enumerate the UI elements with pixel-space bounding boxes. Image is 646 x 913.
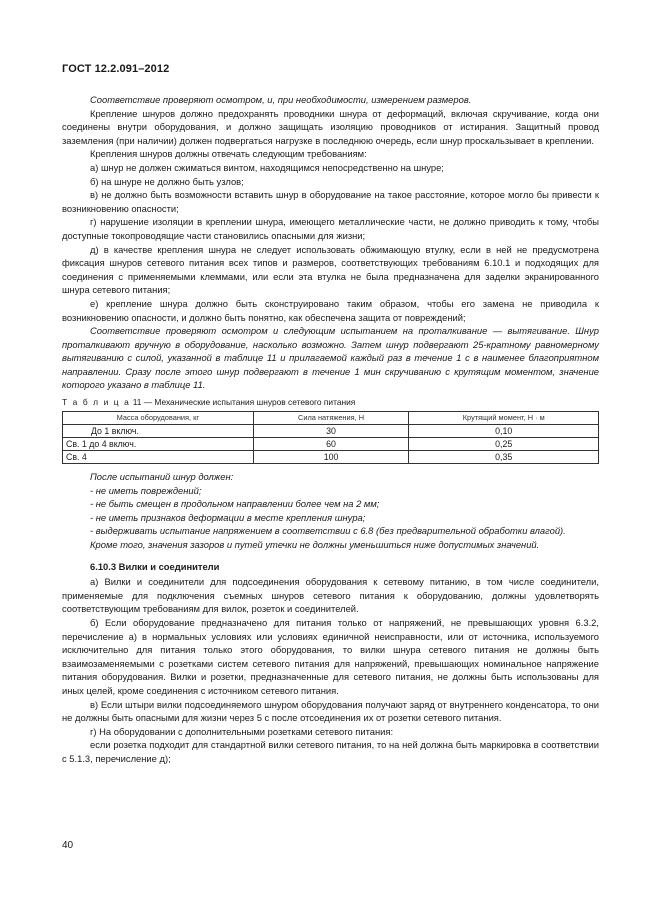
- test-table: [62, 411, 599, 464]
- paragraph: - не иметь повреждений;: [90, 484, 202, 496]
- page-number: 40: [62, 840, 74, 851]
- table-cell: 100: [253, 451, 409, 464]
- table-cell: До 1 включ.: [63, 425, 254, 438]
- table-cell: 0,25: [409, 438, 599, 451]
- table-cell: Св. 1 до 4 включ.: [63, 438, 254, 451]
- paragraph: Кроме того, значения зазоров и путей утечки не должны уменьшиться ниже допустимых значений.: [90, 539, 540, 551]
- table-header-cell: Сила натяжения, Н: [253, 412, 409, 425]
- paragraph: - выдерживать испытание напряжением в соответствии с 6.8 (без предварительной обработки влагой).: [90, 525, 566, 537]
- paragraph: г) На оборудовании с дополнительными розетками сетевого питания:: [90, 725, 394, 737]
- table-cell: 30: [253, 425, 409, 438]
- table-cell: 60: [253, 438, 409, 451]
- table-cell: 0,10: [409, 425, 599, 438]
- paragraph: г) нарушение изоляции в креплении шнура, имеющего металлические части, не должно приводить к тому, чтобы доступные токопроводящие части становились опасными для жизни;: [62, 216, 599, 241]
- table-caption-text: 11 — Механические испытания шнуров сетевого питания: [132, 397, 356, 408]
- table-row: [63, 425, 599, 438]
- paragraphs-bottom: [62, 575, 599, 765]
- paragraphs-top: [62, 93, 599, 392]
- paragraph: После испытаний шнур должен:: [90, 471, 234, 483]
- table-row: [63, 438, 599, 451]
- paragraph: Соответствие проверяют осмотром, и, при необходимости, измерением размеров.: [90, 94, 472, 105]
- paragraph: е) крепление шнура должно быть сконструировано таким образом, чтобы его замена не приводила к возникновению опасности, и должно быть понятно, как обеспечена защита от повреждений;: [62, 297, 599, 323]
- table-caption: [62, 397, 599, 408]
- page-content: [62, 93, 599, 766]
- paragraph: Соответствие проверяют осмотром и следующим испытанием на проталкивание — вытягивание. Шнур проталкивают вручную в оборудование, насколько возможно. Затем шнур подвергают 25-кратному равномерному вытягиванию с силой, указанной в таблице 11 и прилагаемой каждый раз в течение 1 с в наименее благоприятном направлении. Сразу после этого шнур подвергают в течение 1 мин скручиванию с крутящим моментом, значение которого указано в таблице 11.: [62, 325, 599, 391]
- paragraph: б) Если оборудование предназначено для питания только от напряжений, не превышающих уровня 6.3.2, перечисление а) в нормальных условиях или условиях единичной неисправности, или от источника, используемого исключительно для питания только этого оборудования, то вилки шнура сетевого питания не должны быть взаимозаменяемыми с розетками систем сетевого питания для напряжений, превышающих номинальное напряжение питания оборудования. Вилки и розетки, предназначенные для сетевого питания, не должны быть использованы для иных целей, кроме соединения с источником сетевого питания.: [62, 617, 599, 696]
- paragraph: - не быть смещен в продольном направлении более чем на 2 мм;: [90, 498, 380, 510]
- paragraph: в) Если штыри вилки подсоединяемого шнуром оборудования получают заряд от внутреннего конденсатора, то они не должны быть опасными для жизни через 5 с после отсоединения их от розетки сетевого питания.: [62, 698, 599, 724]
- paragraphs-mid: [62, 470, 599, 552]
- table-caption-label: Т а б л и ц а: [62, 397, 131, 408]
- paragraph: если розетка подходит для стандартной вилки сетевого питания, то на ней должна быть маркировка в соответствии с 5.1.3, перечисление д);: [62, 739, 599, 764]
- paragraph: - не иметь признаков деформации в месте крепления шнура;: [90, 511, 366, 523]
- paragraph: в) не должно быть возможности вставить шнур в оборудование на такое расстояние, которое могло бы привести к возникновению опасности;: [62, 189, 599, 214]
- document-header: ГОСТ 12.2.091–2012: [62, 63, 170, 75]
- table-cell: 0,35: [409, 451, 599, 464]
- paragraph: а) Вилки и соединители для подсоединения оборудования к сетевому питанию, в том числе соединители, применяемые для подключения съемных шнуров сетевого питания к оборудованию, должны удовлетворять соответствующим требованиям для вилок, розеток и соединителей.: [62, 576, 599, 615]
- paragraph: Крепления шнуров должны отвечать следующим требованиям:: [90, 148, 367, 160]
- table-row: [63, 451, 599, 464]
- section-heading: 6.10.3 Вилки и соединители: [90, 560, 220, 572]
- paragraph: а) шнур не должен сжиматься винтом, находящимся непосредственно на шнуре;: [90, 161, 444, 173]
- table-header-cell: Крутящий момент, Н · м: [409, 412, 599, 425]
- paragraph: Крепление шнуров должно предохранять проводники шнура от деформаций, включая скручивание, когда они соединены внутри оборудования, и должно защищать изоляцию проводников от истирания. Защитный провод заземления (при наличии) должен подвергаться нагрузке в последнюю очередь, если шнур проскальзывает в креплении.: [62, 107, 599, 146]
- paragraph: д) в качестве крепления шнура не следует использовать обжимающую втулку, если в ней не предусмотрена фиксация шнуров сетевого питания всех типов и размеров, соответствующих требованиям 6.10.1 и подходящих для соединения с применяемыми клеммами, или если эта втулка не была предназначена для заделки экранированного шнура сетевого питания;: [62, 243, 599, 296]
- table-header-cell: Масса оборудования, кг: [63, 412, 254, 425]
- table-header-row: [63, 412, 599, 425]
- table-cell: Св. 4: [63, 451, 254, 464]
- paragraph: б) на шнуре не должно быть узлов;: [90, 175, 244, 187]
